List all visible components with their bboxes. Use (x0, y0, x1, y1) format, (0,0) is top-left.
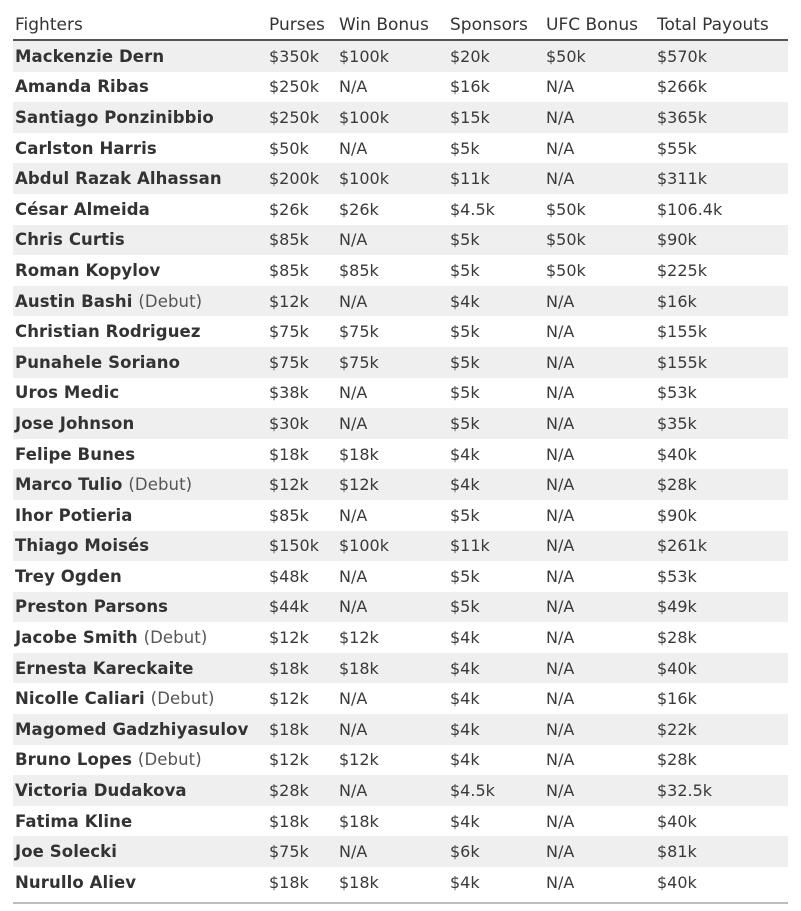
table-body (13, 40, 788, 898)
table-row (13, 806, 788, 837)
ufc-bonus-cell: N/A (544, 806, 655, 837)
column-header-fighters: Fighters (13, 10, 267, 40)
sponsors-cell: $5k (448, 561, 544, 592)
fighter-name: Nurullo Aliev (15, 872, 137, 892)
ufc-bonus-cell: N/A (544, 102, 655, 133)
win-bonus-cell: N/A (337, 592, 448, 623)
fighter-cell (13, 286, 267, 317)
purse-cell: $18k (267, 714, 337, 745)
fighter-name: César Almeida (15, 199, 150, 219)
ufc-bonus-cell: N/A (544, 378, 655, 409)
fighter-name: Trey Ogden (15, 566, 122, 586)
fighter-name: Joe Solecki (15, 842, 117, 862)
win-bonus-cell: N/A (337, 72, 448, 103)
ufc-bonus-cell: N/A (544, 836, 655, 867)
fighter-name: Uros Medic (15, 383, 120, 403)
purse-cell: $85k (267, 255, 337, 286)
win-bonus-cell: $75k (337, 316, 448, 347)
win-bonus-cell: N/A (337, 561, 448, 592)
total-payout-cell: $90k (655, 500, 788, 531)
table-row (13, 255, 788, 286)
table-row (13, 653, 788, 684)
purse-cell: $12k (267, 469, 337, 500)
fighter-cell (13, 102, 267, 133)
total-payout-cell: $155k (655, 347, 788, 378)
fighter-name: Santiago Ponzinibbio (15, 107, 214, 127)
fighter-name: Chris Curtis (15, 230, 125, 250)
sponsors-cell: $4.5k (448, 775, 544, 806)
table-row (13, 500, 788, 531)
sponsors-cell: $11k (448, 163, 544, 194)
fighter-name: Ernesta Kareckaite (15, 658, 194, 678)
purse-cell: $18k (267, 439, 337, 470)
debut-note: (Debut) (137, 750, 202, 770)
ufc-bonus-cell: N/A (544, 286, 655, 317)
win-bonus-cell: $85k (337, 255, 448, 286)
fighter-name: Amanda Ribas (15, 77, 149, 97)
fighter-cell (13, 194, 267, 225)
sponsors-cell: $5k (448, 408, 544, 439)
table-row (13, 775, 788, 806)
table-row (13, 561, 788, 592)
table-row (13, 867, 788, 898)
fighter-cell (13, 531, 267, 562)
purse-cell: $85k (267, 500, 337, 531)
sponsors-cell: $4k (448, 286, 544, 317)
column-header-ufc-bonus: UFC Bonus (544, 10, 655, 40)
fighter-cell (13, 225, 267, 256)
ufc-bonus-cell: N/A (544, 653, 655, 684)
fighter-cell (13, 836, 267, 867)
total-payout-cell: $261k (655, 531, 788, 562)
table-row (13, 72, 788, 103)
table-row (13, 836, 788, 867)
table-row (13, 622, 788, 653)
sponsors-cell: $20k (448, 40, 544, 72)
table-row (13, 714, 788, 745)
sponsors-cell: $5k (448, 500, 544, 531)
fighter-cell (13, 469, 267, 500)
total-payout-cell: $155k (655, 316, 788, 347)
table-row (13, 439, 788, 470)
ufc-bonus-cell: N/A (544, 714, 655, 745)
win-bonus-cell: N/A (337, 408, 448, 439)
win-bonus-cell: $18k (337, 806, 448, 837)
purse-cell: $38k (267, 378, 337, 409)
ufc-bonus-cell: $50k (544, 40, 655, 72)
win-bonus-cell: $100k (337, 163, 448, 194)
purse-cell: $350k (267, 40, 337, 72)
sponsors-cell: $4k (448, 622, 544, 653)
total-payout-cell: $49k (655, 592, 788, 623)
fighter-cell (13, 408, 267, 439)
win-bonus-cell: $100k (337, 531, 448, 562)
debut-note: (Debut) (128, 475, 193, 495)
fighter-name: Roman Kopylov (15, 260, 161, 280)
purse-cell: $75k (267, 347, 337, 378)
debut-note: (Debut) (138, 291, 203, 311)
purse-cell: $12k (267, 622, 337, 653)
win-bonus-cell: $18k (337, 439, 448, 470)
sponsors-cell: $5k (448, 347, 544, 378)
fighter-name: Jacobe Smith (15, 628, 138, 648)
total-payout-cell: $53k (655, 561, 788, 592)
sponsors-cell: $5k (448, 255, 544, 286)
column-header-purses: Purses (267, 10, 337, 40)
sponsors-cell: $5k (448, 378, 544, 409)
total-payout-cell: $16k (655, 683, 788, 714)
sponsors-cell: $4k (448, 806, 544, 837)
total-payout-cell: $365k (655, 102, 788, 133)
purse-cell: $48k (267, 561, 337, 592)
purse-cell: $75k (267, 836, 337, 867)
table-row (13, 378, 788, 409)
table-row (13, 286, 788, 317)
fighter-name: Abdul Razak Alhassan (15, 169, 222, 189)
purse-cell: $18k (267, 806, 337, 837)
win-bonus-cell: $100k (337, 40, 448, 72)
total-payout-cell: $311k (655, 163, 788, 194)
total-payout-cell: $28k (655, 745, 788, 776)
total-payout-cell: $40k (655, 806, 788, 837)
table-row (13, 225, 788, 256)
total-payout-cell: $225k (655, 255, 788, 286)
total-payout-cell: $16k (655, 286, 788, 317)
column-header-total-payouts: Total Payouts (655, 10, 788, 40)
sponsors-cell: $4k (448, 867, 544, 898)
total-payout-cell: $32.5k (655, 775, 788, 806)
sponsors-cell: $4k (448, 714, 544, 745)
sponsors-cell: $5k (448, 592, 544, 623)
purse-cell: $12k (267, 286, 337, 317)
win-bonus-cell: $12k (337, 469, 448, 500)
total-payout-cell: $90k (655, 225, 788, 256)
ufc-bonus-cell: N/A (544, 163, 655, 194)
fighter-name: Felipe Bunes (15, 444, 136, 464)
ufc-bonus-cell: N/A (544, 745, 655, 776)
fighter-cell (13, 775, 267, 806)
win-bonus-cell: N/A (337, 225, 448, 256)
win-bonus-cell: $18k (337, 653, 448, 684)
table-row (13, 469, 788, 500)
total-payout-cell: $81k (655, 836, 788, 867)
sponsors-cell: $4k (448, 683, 544, 714)
fighter-cell (13, 683, 267, 714)
fighter-cell (13, 653, 267, 684)
ufc-bonus-cell: N/A (544, 561, 655, 592)
win-bonus-cell: N/A (337, 500, 448, 531)
ufc-bonus-cell: N/A (544, 408, 655, 439)
total-payout-cell: $35k (655, 408, 788, 439)
ufc-bonus-cell: N/A (544, 347, 655, 378)
fighter-name: Victoria Dudakova (15, 781, 187, 801)
purse-cell: $250k (267, 102, 337, 133)
fighter-name: Carlston Harris (15, 138, 157, 158)
win-bonus-cell: N/A (337, 836, 448, 867)
fighter-cell (13, 133, 267, 164)
fighter-name: Marco Tulio (15, 475, 123, 495)
fighter-name: Thiago Moisés (15, 536, 150, 556)
sponsors-cell: $16k (448, 72, 544, 103)
purse-cell: $12k (267, 745, 337, 776)
sponsors-cell: $6k (448, 836, 544, 867)
total-payout-cell: $40k (655, 439, 788, 470)
debut-note: (Debut) (150, 689, 215, 709)
column-header-win-bonus: Win Bonus (337, 10, 448, 40)
total-payout-cell: $266k (655, 72, 788, 103)
total-payout-cell: $28k (655, 622, 788, 653)
fighter-cell (13, 163, 267, 194)
sponsors-cell: $4k (448, 745, 544, 776)
win-bonus-cell: N/A (337, 714, 448, 745)
fighter-payouts-table (13, 10, 788, 898)
header-row (13, 10, 788, 40)
win-bonus-cell: $26k (337, 194, 448, 225)
total-payout-cell: $55k (655, 133, 788, 164)
win-bonus-cell: N/A (337, 286, 448, 317)
purse-cell: $26k (267, 194, 337, 225)
fighter-name: Fatima Kline (15, 811, 133, 831)
purse-cell: $150k (267, 531, 337, 562)
ufc-bonus-cell: N/A (544, 72, 655, 103)
ufc-bonus-cell: N/A (544, 683, 655, 714)
win-bonus-cell: $18k (337, 867, 448, 898)
debut-note: (Debut) (143, 628, 208, 648)
ufc-bonus-cell: N/A (544, 439, 655, 470)
purse-cell: $44k (267, 592, 337, 623)
purse-cell: $85k (267, 225, 337, 256)
purse-cell: $12k (267, 683, 337, 714)
fighter-cell (13, 592, 267, 623)
fighter-name: Punahele Soriano (15, 352, 181, 372)
fighter-cell (13, 378, 267, 409)
sponsors-cell: $4.5k (448, 194, 544, 225)
total-payout-cell: $28k (655, 469, 788, 500)
fighter-name: Mackenzie Dern (15, 46, 165, 66)
table-bottom-border (13, 902, 788, 904)
fighter-name: Magomed Gadzhiyasulov (15, 719, 249, 739)
fighter-cell (13, 806, 267, 837)
win-bonus-cell: $75k (337, 347, 448, 378)
table-row (13, 40, 788, 72)
fighter-name: Christian Rodriguez (15, 322, 201, 342)
win-bonus-cell: $12k (337, 622, 448, 653)
ufc-bonus-cell: N/A (544, 592, 655, 623)
ufc-bonus-cell: N/A (544, 469, 655, 500)
fighter-name: Preston Parsons (15, 597, 169, 617)
total-payout-cell: $570k (655, 40, 788, 72)
fighter-name: Ihor Potieria (15, 505, 133, 525)
total-payout-cell: $53k (655, 378, 788, 409)
fighter-name: Jose Johnson (15, 413, 135, 433)
win-bonus-cell: N/A (337, 378, 448, 409)
ufc-bonus-cell: N/A (544, 500, 655, 531)
table-row (13, 163, 788, 194)
ufc-bonus-cell: N/A (544, 316, 655, 347)
fighter-cell (13, 439, 267, 470)
win-bonus-cell: $12k (337, 745, 448, 776)
purse-cell: $28k (267, 775, 337, 806)
column-header-sponsors: Sponsors (448, 10, 544, 40)
table-row (13, 316, 788, 347)
total-payout-cell: $106.4k (655, 194, 788, 225)
ufc-bonus-cell: N/A (544, 531, 655, 562)
ufc-bonus-cell: $50k (544, 225, 655, 256)
purse-cell: $200k (267, 163, 337, 194)
table-row (13, 745, 788, 776)
ufc-bonus-cell: N/A (544, 867, 655, 898)
ufc-bonus-cell: N/A (544, 622, 655, 653)
table-row (13, 102, 788, 133)
fighter-cell (13, 622, 267, 653)
ufc-bonus-cell: N/A (544, 133, 655, 164)
fighter-cell (13, 867, 267, 898)
win-bonus-cell: N/A (337, 775, 448, 806)
fighter-cell (13, 72, 267, 103)
table-row (13, 408, 788, 439)
table-row (13, 592, 788, 623)
total-payout-cell: $22k (655, 714, 788, 745)
table-row (13, 133, 788, 164)
sponsors-cell: $5k (448, 225, 544, 256)
total-payout-cell: $40k (655, 653, 788, 684)
table-row (13, 347, 788, 378)
fighter-cell (13, 561, 267, 592)
sponsors-cell: $11k (448, 531, 544, 562)
purse-cell: $18k (267, 653, 337, 684)
fighter-cell (13, 255, 267, 286)
ufc-bonus-cell: N/A (544, 775, 655, 806)
fighter-cell (13, 316, 267, 347)
fighter-cell (13, 500, 267, 531)
purse-cell: $75k (267, 316, 337, 347)
purse-cell: $250k (267, 72, 337, 103)
total-payout-cell: $40k (655, 867, 788, 898)
win-bonus-cell: $100k (337, 102, 448, 133)
fighter-name: Nicolle Caliari (15, 689, 145, 709)
sponsors-cell: $4k (448, 439, 544, 470)
table-row (13, 531, 788, 562)
sponsors-cell: $4k (448, 469, 544, 500)
sponsors-cell: $15k (448, 102, 544, 133)
fighter-cell (13, 714, 267, 745)
fighter-cell (13, 40, 267, 72)
purse-cell: $50k (267, 133, 337, 164)
win-bonus-cell: N/A (337, 683, 448, 714)
sponsors-cell: $5k (448, 316, 544, 347)
fighter-name: Austin Bashi (15, 291, 133, 311)
win-bonus-cell: N/A (337, 133, 448, 164)
table-row (13, 683, 788, 714)
ufc-bonus-cell: $50k (544, 255, 655, 286)
ufc-bonus-cell: $50k (544, 194, 655, 225)
fighter-name: Bruno Lopes (15, 750, 133, 770)
sponsors-cell: $4k (448, 653, 544, 684)
purse-cell: $30k (267, 408, 337, 439)
fighter-cell (13, 745, 267, 776)
fighter-cell (13, 347, 267, 378)
purse-cell: $18k (267, 867, 337, 898)
table-row (13, 194, 788, 225)
sponsors-cell: $5k (448, 133, 544, 164)
